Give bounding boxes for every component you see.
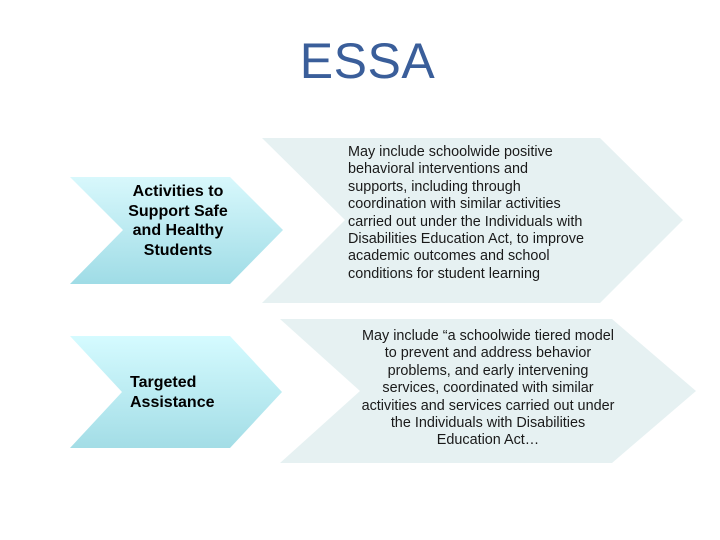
row-label-safe-healthy-students: Activities to Support Safe and Healthy Students (128, 183, 228, 259)
row-description-safe-healthy-students: May include schoolwide positive behavioral interventions and supports, including through coordination with similar activities carried out under the Individuals with Disabilities Education Act, to improve academic outcomes and school conditions for student learning (348, 144, 584, 282)
row-label-targeted-assistance: Targeted Assistance (130, 374, 215, 411)
row-description-targeted-assistance: May include “a schoolwide tiered model to prevent and address behavior problems, and early intervening services, coordinated with similar activities and services carried out under the Individuals with Disabilities Education Act… (361, 328, 615, 449)
slide-title: ESSA (299, 33, 436, 89)
